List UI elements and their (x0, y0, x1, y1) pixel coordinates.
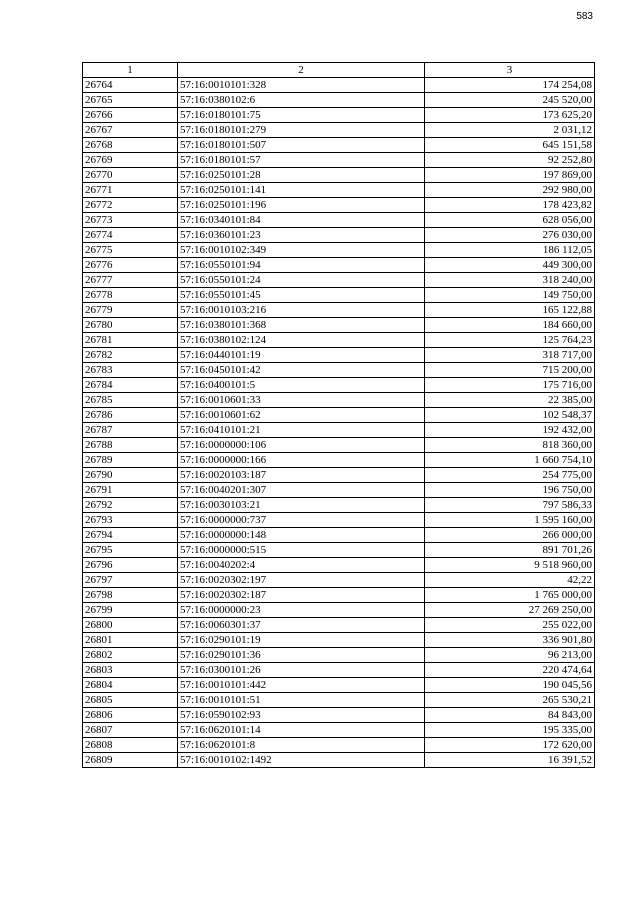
row-number-cell: 26785 (83, 393, 178, 408)
cadastral-number-cell: 57:16:0340101:84 (178, 213, 425, 228)
cadastral-number-cell: 57:16:0020302:187 (178, 588, 425, 603)
table-row (83, 78, 595, 93)
value-cell: 197 869,00 (425, 168, 595, 183)
value-cell: 16 391,52 (425, 753, 595, 768)
row-number-cell: 26779 (83, 303, 178, 318)
table-row (83, 303, 595, 318)
cadastral-number-cell: 57:16:0010601:33 (178, 393, 425, 408)
value-cell: 22 385,00 (425, 393, 595, 408)
row-number-cell: 26780 (83, 318, 178, 333)
row-number-cell: 26787 (83, 423, 178, 438)
value-cell: 336 901,80 (425, 633, 595, 648)
table-row (83, 618, 595, 633)
table-row (83, 708, 595, 723)
table-row (83, 363, 595, 378)
cadastral-number-cell: 57:16:0060301:37 (178, 618, 425, 633)
cadastral-number-cell: 57:16:0550101:94 (178, 258, 425, 273)
value-cell: 797 586,33 (425, 498, 595, 513)
cadastral-number-cell: 57:16:0040202:4 (178, 558, 425, 573)
column-header-2: 2 (178, 63, 425, 78)
cadastral-number-cell: 57:16:0250101:196 (178, 198, 425, 213)
value-cell: 265 530,21 (425, 693, 595, 708)
table-row (83, 408, 595, 423)
cadastral-number-cell: 57:16:0020302:197 (178, 573, 425, 588)
value-cell: 1 595 160,00 (425, 513, 595, 528)
row-number-cell: 26774 (83, 228, 178, 243)
cadastral-number-cell: 57:16:0010101:328 (178, 78, 425, 93)
row-number-cell: 26802 (83, 648, 178, 663)
cadastral-number-cell: 57:16:0250101:141 (178, 183, 425, 198)
value-cell: 27 269 250,00 (425, 603, 595, 618)
cadastral-number-cell: 57:16:0000000:148 (178, 528, 425, 543)
value-cell: 172 620,00 (425, 738, 595, 753)
row-number-cell: 26794 (83, 528, 178, 543)
row-number-cell: 26789 (83, 453, 178, 468)
row-number-cell: 26770 (83, 168, 178, 183)
table-row (83, 543, 595, 558)
row-number-cell: 26799 (83, 603, 178, 618)
value-cell: 276 030,00 (425, 228, 595, 243)
cadastral-number-cell: 57:16:0180101:507 (178, 138, 425, 153)
cadastral-number-cell: 57:16:0010102:1492 (178, 753, 425, 768)
cadastral-number-cell: 57:16:0180101:57 (178, 153, 425, 168)
table-row (83, 258, 595, 273)
table-row (83, 588, 595, 603)
table-row (83, 213, 595, 228)
table-row (83, 168, 595, 183)
table-header (83, 63, 595, 78)
table-row (83, 633, 595, 648)
row-number-cell: 26767 (83, 123, 178, 138)
row-number-cell: 26801 (83, 633, 178, 648)
value-cell: 2 031,12 (425, 123, 595, 138)
table-row (83, 498, 595, 513)
value-cell: 254 775,00 (425, 468, 595, 483)
value-cell: 102 548,37 (425, 408, 595, 423)
row-number-cell: 26771 (83, 183, 178, 198)
value-cell: 196 750,00 (425, 483, 595, 498)
value-cell: 149 750,00 (425, 288, 595, 303)
value-cell: 195 335,00 (425, 723, 595, 738)
row-number-cell: 26782 (83, 348, 178, 363)
value-cell: 715 200,00 (425, 363, 595, 378)
table-row (83, 198, 595, 213)
table-row (83, 288, 595, 303)
row-number-cell: 26766 (83, 108, 178, 123)
table-row (83, 153, 595, 168)
cadastral-number-cell: 57:16:0010101:51 (178, 693, 425, 708)
cadastral-number-cell: 57:16:0000000:515 (178, 543, 425, 558)
row-number-cell: 26781 (83, 333, 178, 348)
cadastral-number-cell: 57:16:0410101:21 (178, 423, 425, 438)
table-row (83, 693, 595, 708)
table-row (83, 513, 595, 528)
table-row (83, 138, 595, 153)
table-row (83, 123, 595, 138)
data-table (82, 62, 595, 768)
cadastral-number-cell: 57:16:0000000:23 (178, 603, 425, 618)
cadastral-number-cell: 57:16:0450101:42 (178, 363, 425, 378)
table-row (83, 558, 595, 573)
table-row (83, 93, 595, 108)
value-cell: 245 520,00 (425, 93, 595, 108)
table-row (83, 318, 595, 333)
table-row (83, 423, 595, 438)
cadastral-number-cell: 57:16:0550101:24 (178, 273, 425, 288)
row-number-cell: 26791 (83, 483, 178, 498)
table-row (83, 348, 595, 363)
cadastral-number-cell: 57:16:0010601:62 (178, 408, 425, 423)
row-number-cell: 26800 (83, 618, 178, 633)
table-row (83, 243, 595, 258)
cadastral-number-cell: 57:16:0380102:124 (178, 333, 425, 348)
row-number-cell: 26792 (83, 498, 178, 513)
cadastral-number-cell: 57:16:0620101:14 (178, 723, 425, 738)
value-cell: 92 252,80 (425, 153, 595, 168)
cadastral-number-cell: 57:16:0380102:6 (178, 93, 425, 108)
row-number-cell: 26798 (83, 588, 178, 603)
cadastral-number-cell: 57:16:0040201:307 (178, 483, 425, 498)
cadastral-number-cell: 57:16:0290101:19 (178, 633, 425, 648)
value-cell: 266 000,00 (425, 528, 595, 543)
value-cell: 184 660,00 (425, 318, 595, 333)
cadastral-number-cell: 57:16:0440101:19 (178, 348, 425, 363)
value-cell: 174 254,08 (425, 78, 595, 93)
row-number-cell: 26772 (83, 198, 178, 213)
value-cell: 449 300,00 (425, 258, 595, 273)
row-number-cell: 26765 (83, 93, 178, 108)
table-body (83, 78, 595, 768)
cadastral-number-cell: 57:16:0180101:279 (178, 123, 425, 138)
row-number-cell: 26773 (83, 213, 178, 228)
table-row (83, 648, 595, 663)
row-number-cell: 26793 (83, 513, 178, 528)
table-row (83, 453, 595, 468)
table-row (83, 663, 595, 678)
cadastral-number-cell: 57:16:0180101:75 (178, 108, 425, 123)
table-row (83, 393, 595, 408)
value-cell: 192 432,00 (425, 423, 595, 438)
cadastral-number-cell: 57:16:0000000:166 (178, 453, 425, 468)
table-row (83, 333, 595, 348)
cadastral-number-cell: 57:16:0030103:21 (178, 498, 425, 513)
table-row (83, 483, 595, 498)
cadastral-number-cell: 57:16:0010101:442 (178, 678, 425, 693)
value-cell: 173 625,20 (425, 108, 595, 123)
row-number-cell: 26803 (83, 663, 178, 678)
header-row (83, 63, 595, 78)
cadastral-number-cell: 57:16:0010103:216 (178, 303, 425, 318)
value-cell: 190 045,56 (425, 678, 595, 693)
table-row (83, 753, 595, 768)
value-cell: 318 717,00 (425, 348, 595, 363)
table-row (83, 573, 595, 588)
cadastral-number-cell: 57:16:0360101:23 (178, 228, 425, 243)
table-row (83, 723, 595, 738)
row-number-cell: 26796 (83, 558, 178, 573)
value-cell: 628 056,00 (425, 213, 595, 228)
value-cell: 186 112,05 (425, 243, 595, 258)
row-number-cell: 26804 (83, 678, 178, 693)
value-cell: 1 660 754,10 (425, 453, 595, 468)
row-number-cell: 26768 (83, 138, 178, 153)
column-header-3: 3 (425, 63, 595, 78)
value-cell: 175 716,00 (425, 378, 595, 393)
row-number-cell: 26795 (83, 543, 178, 558)
value-cell: 292 980,00 (425, 183, 595, 198)
page-number: 583 (576, 11, 593, 22)
row-number-cell: 26790 (83, 468, 178, 483)
table-row (83, 228, 595, 243)
cadastral-number-cell: 57:16:0020103:187 (178, 468, 425, 483)
value-cell: 9 518 960,00 (425, 558, 595, 573)
cadastral-number-cell: 57:16:0300101:26 (178, 663, 425, 678)
table-row (83, 678, 595, 693)
row-number-cell: 26806 (83, 708, 178, 723)
row-number-cell: 26778 (83, 288, 178, 303)
table-row (83, 603, 595, 618)
cadastral-number-cell: 57:16:0590102:93 (178, 708, 425, 723)
value-cell: 1 765 000,00 (425, 588, 595, 603)
row-number-cell: 26775 (83, 243, 178, 258)
row-number-cell: 26809 (83, 753, 178, 768)
cadastral-number-cell: 57:16:0010102:349 (178, 243, 425, 258)
table-row (83, 738, 595, 753)
row-number-cell: 26797 (83, 573, 178, 588)
row-number-cell: 26805 (83, 693, 178, 708)
cadastral-number-cell: 57:16:0290101:36 (178, 648, 425, 663)
value-cell: 818 360,00 (425, 438, 595, 453)
cadastral-number-cell: 57:16:0620101:8 (178, 738, 425, 753)
row-number-cell: 26783 (83, 363, 178, 378)
row-number-cell: 26769 (83, 153, 178, 168)
cadastral-number-cell: 57:16:0000000:106 (178, 438, 425, 453)
row-number-cell: 26784 (83, 378, 178, 393)
row-number-cell: 26764 (83, 78, 178, 93)
table-row (83, 108, 595, 123)
cadastral-number-cell: 57:16:0400101:5 (178, 378, 425, 393)
value-cell: 96 213,00 (425, 648, 595, 663)
value-cell: 220 474,64 (425, 663, 595, 678)
value-cell: 645 151,58 (425, 138, 595, 153)
row-number-cell: 26807 (83, 723, 178, 738)
column-header-1: 1 (83, 63, 178, 78)
table-row (83, 468, 595, 483)
row-number-cell: 26786 (83, 408, 178, 423)
cadastral-number-cell: 57:16:0550101:45 (178, 288, 425, 303)
cadastral-number-cell: 57:16:0250101:28 (178, 168, 425, 183)
value-cell: 255 022,00 (425, 618, 595, 633)
row-number-cell: 26808 (83, 738, 178, 753)
value-cell: 125 764,23 (425, 333, 595, 348)
table-row (83, 273, 595, 288)
value-cell: 42,22 (425, 573, 595, 588)
value-cell: 165 122,88 (425, 303, 595, 318)
row-number-cell: 26777 (83, 273, 178, 288)
table-row (83, 528, 595, 543)
row-number-cell: 26776 (83, 258, 178, 273)
table-row (83, 378, 595, 393)
table-row (83, 438, 595, 453)
row-number-cell: 26788 (83, 438, 178, 453)
table-row (83, 183, 595, 198)
value-cell: 84 843,00 (425, 708, 595, 723)
value-cell: 891 701,26 (425, 543, 595, 558)
value-cell: 178 423,82 (425, 198, 595, 213)
value-cell: 318 240,00 (425, 273, 595, 288)
cadastral-number-cell: 57:16:0380101:368 (178, 318, 425, 333)
cadastral-number-cell: 57:16:0000000:737 (178, 513, 425, 528)
